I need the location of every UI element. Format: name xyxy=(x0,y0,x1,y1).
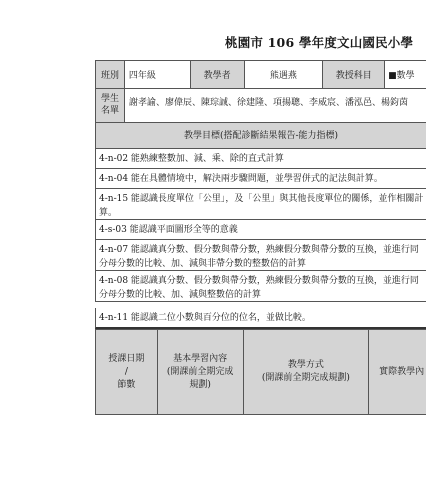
schedule-header-row xyxy=(95,329,426,415)
schedule-content-line1: 基本學習內容 xyxy=(173,353,228,364)
student-names: 謝孝諭、廖偉辰、陳琮誠、徐建隆、項揚聰、李威宸、潘泓邑、楊鈞茵 xyxy=(129,98,409,108)
goal-item: 4-s-03 能認識平面圖形全等的意義 xyxy=(95,220,426,240)
schedule-date-line1: 授課日期 xyxy=(108,353,145,364)
schedule-actual-header xyxy=(369,330,426,414)
student-label-line2: 名單 xyxy=(100,106,119,116)
goals-list xyxy=(95,149,426,329)
goal-item: 4-n-02 能熟練整數加、減、乘、除的直式計算 xyxy=(95,149,426,169)
schedule-date-line3: 節數 xyxy=(117,379,136,390)
goals-header: 教學目標(搭配診斷結果報告-能力指標) xyxy=(95,123,426,149)
class-value: 四年級 xyxy=(125,61,191,88)
schedule-content-line2: (開課前全期完成 xyxy=(166,366,234,377)
subject-label: 教授科目 xyxy=(323,61,385,88)
teacher-label: 教學者 xyxy=(191,61,245,88)
goal-item: 4-n-11 能認識二位小數與百分位的位名，並做比較。 xyxy=(95,308,426,329)
document-title: 桃園市 106 學年度文山國民小學 xyxy=(225,35,414,50)
schedule-method-line1: 教學方式 xyxy=(287,360,324,370)
schedule-method-header xyxy=(244,330,370,414)
schedule-content-line3: 規劃) xyxy=(189,379,211,390)
goal-item: 4-n-15 能認識長度單位「公里」，及「公里」與其他長度單位的關係，並作相關計算。 xyxy=(95,189,426,220)
subject-value: ■數學 xyxy=(388,71,415,81)
info-header-row xyxy=(95,60,426,89)
student-label-line1: 學生 xyxy=(100,94,119,104)
schedule-date-header xyxy=(96,330,158,414)
goal-item: 4-n-04 能在具體情境中，解決兩步驟問題，並學習併式的記法與計算。 xyxy=(95,169,426,189)
goal-item: 4-n-07 能認識真分數、假分數與帶分數，熟練假分數與帶分數的互換，並進行同分母分數的比較、加、減與非帶分數的整數倍的計算 xyxy=(95,240,426,271)
schedule-method-line2: (開課前全期完成規劃) xyxy=(261,373,350,383)
schedule-date-line2: / xyxy=(124,366,128,377)
student-list-label xyxy=(96,89,125,122)
schedule-actual-line1: 實際教學內 xyxy=(379,366,425,377)
teacher-value: 熊遇燕 xyxy=(245,61,324,88)
class-label: 班別 xyxy=(96,61,125,88)
schedule-content-header xyxy=(158,330,244,414)
student-list-row xyxy=(95,89,426,123)
goal-item: 4-n-08 能認識真分數、假分數與帶分數，熟練假分數與帶分數的互換，並進行同分母分數的比較、加、減與整數倍的計算 xyxy=(95,271,426,302)
